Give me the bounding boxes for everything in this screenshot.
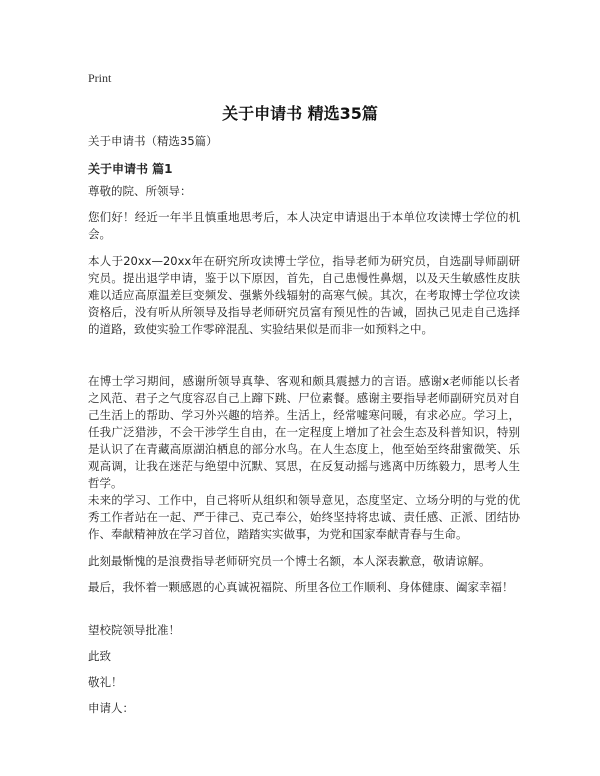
paragraph-closing: 最后，我怀着一颗感恩的心真诚祝福院、所里各位工作顺利、身体健康、阖家幸福！ <box>88 580 514 594</box>
jingli: 敬礼！ <box>88 675 123 689</box>
paragraph-apology: 此刻最惭愧的是浪费指导老师研究员一个博士名额，本人深表歉意，敬请谅解。 <box>88 554 491 568</box>
salutation: 尊敬的院、所领导： <box>88 184 192 198</box>
paragraph-reasons: 本人于20xx—20xx年在研究所攻读博士学位，指导老师为研究员，自选副导师副研究员。提出退学申请，鉴于以下原因，首先，自己患慢性鼻烟，以及天生敏感性皮肤难以适应高原温差巨变频发、强紫外线辐射的高寒气候。其次，在考取博士学位攻读资格后，没有听从所领导及指导老师研究员富有预见性的告诫，固执己见走自己选择的道路，致使实验工作零碎混乱、实验结果似是而非一如预料之中。 <box>88 254 520 336</box>
cizhi: 此致 <box>88 649 111 663</box>
paragraph-future: 未来的学习、工作中，自己将听从组织和领导意见，态度坚定、立场分明的与党的优秀工作者站在一起、严于律己、克己奉公，始终坚持将忠诚、责任感、正派、团结协作、奉献精神放在学习首位，踏踏实实做事，为党和国家奉献青春与生命。 <box>88 493 520 541</box>
section-heading: 关于申请书 篇1 <box>88 162 173 176</box>
page-title: 关于申请书 精选35篇 <box>222 104 378 123</box>
paragraph-greeting: 您们好！经近一年半且慎重地思考后，本人决定申请退出于本单位攻读博士学位的机会。 <box>88 210 520 241</box>
paragraph-thanks: 在博士学习期间，感谢所领导真挚、客观和颇具震撼力的言语。感谢x老师能以长者之风范、君子之气度容忍自己上蹿下跳、尸位素餐。感谢主要指导老师副研究员对自己生活上的帮助、学习外兴趣的培养。生活上，经常嘘寒问暖，有求必应。学习上，任我广泛猎涉，不会干涉学生自由，在一定程度上增加了社会生态及科普知识，特别是认识了在青藏高原湖泊栖息的部分水鸟。在人生态度上，他至始至终甜蜜微笑、乐观高调，让我在迷茫与绝望中沉默、冥思，在反复动摇与逃离中历练毅力，思考人生哲学。 <box>88 374 520 490</box>
document-subtitle: 关于申请书（精选35篇） <box>88 134 218 148</box>
applicant-label: 申请人： <box>88 701 134 715</box>
print-label: Print <box>88 71 112 85</box>
request-approval: 望校院领导批准！ <box>88 623 180 637</box>
